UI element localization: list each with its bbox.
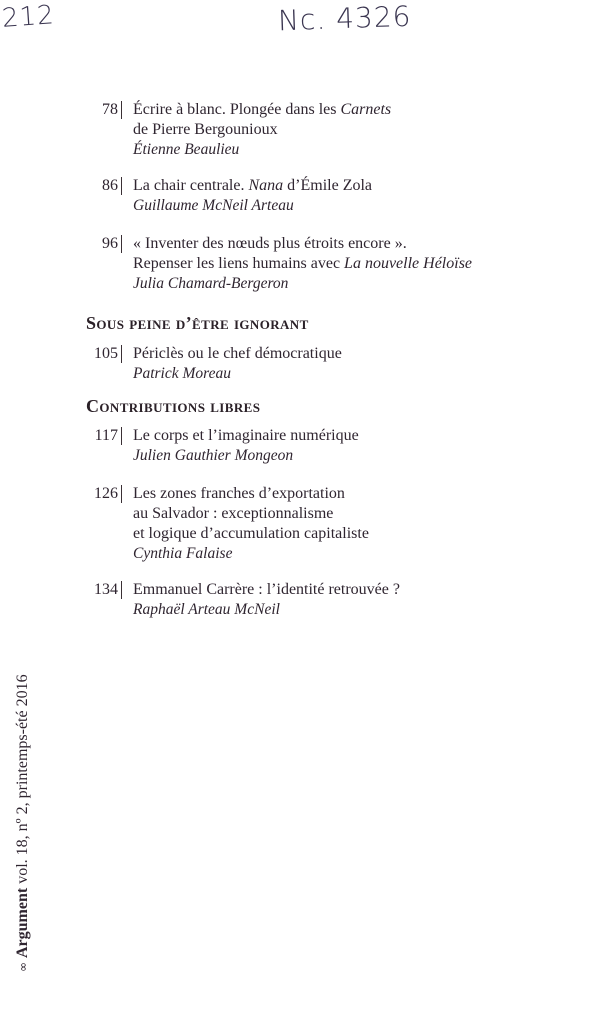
entry-title-line: Emmanuel Carrère : l’identité retrouvée ? (133, 581, 400, 598)
entry-title-line: de Pierre Bergounioux (133, 121, 278, 138)
page-number: 105 (94, 345, 118, 362)
entry-author: Guillaume McNeil Arteau (133, 197, 294, 214)
entry-author: Patrick Moreau (133, 365, 231, 382)
entry-title-line: Périclès ou le chef démocratique (133, 345, 342, 362)
separator-bar (121, 485, 122, 503)
entry-author: Cynthia Falaise (133, 545, 233, 562)
page-number: 86 (102, 177, 118, 194)
entry-title-line: Le corps et l’imaginaire numérique (133, 427, 359, 444)
separator-bar (121, 101, 122, 119)
separator-bar (121, 345, 122, 363)
section-heading-contributions-libres: Contributions libres (86, 396, 261, 416)
entry-title-line: Écrire à blanc. Plongée dans les Carnets (133, 101, 392, 118)
separator-bar (121, 581, 122, 599)
entry-title-line: Les zones franches d’exportation (133, 485, 345, 502)
entry-author: Julia Chamard-Bergeron (133, 275, 289, 292)
separator-bar (121, 235, 122, 253)
entry-author: Raphaël Arteau McNeil (133, 601, 280, 618)
separator-bar (121, 177, 122, 195)
entry-title-line: et logique d’accumulation capitaliste (133, 525, 369, 542)
issue-info: vol. 18, nº 2, printemps-été 2016 (14, 674, 31, 884)
page-number: 134 (94, 581, 118, 598)
handwritten-call-number: Nc. 4326 (277, 0, 412, 38)
entry-title-line: au Salvador : exceptionnalisme (133, 505, 334, 522)
page-number: 78 (102, 101, 118, 118)
entry-title-line: Repenser les liens humains avec La nouvelle Héloïse (133, 255, 473, 272)
separator-bar (121, 427, 122, 445)
entry-title-line: « Inventer des nœuds plus étroits encore ». (133, 235, 407, 252)
page-number: 117 (94, 427, 118, 444)
spine-footer (14, 674, 32, 972)
page-number: 96 (102, 235, 118, 252)
journal-name: Argument (14, 887, 31, 958)
journal-logo-mark: ∞ (16, 962, 30, 972)
entry-title-line: La chair centrale. Nana d’Émile Zola (133, 177, 373, 194)
section-heading-sous-peine: Sous peine d’être ignorant (86, 313, 309, 333)
entry-author: Étienne Beaulieu (133, 141, 240, 158)
page-number: 126 (94, 485, 118, 502)
handwritten-page-note: 212 (1, 0, 56, 34)
entry-author: Julien Gauthier Mongeon (133, 447, 294, 464)
